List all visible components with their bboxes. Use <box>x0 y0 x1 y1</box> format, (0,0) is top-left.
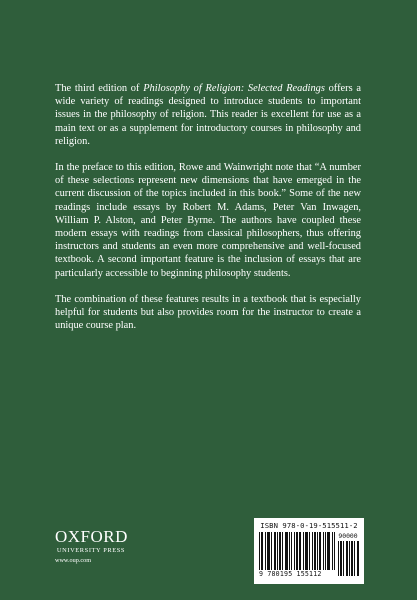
barcode-addon-bar <box>358 541 359 576</box>
barcode-bar <box>312 532 313 570</box>
barcode-bar <box>319 532 320 570</box>
barcode-bar <box>309 532 310 570</box>
barcode-bar <box>305 532 306 570</box>
barcode-bar <box>271 532 272 570</box>
addon-digits: 90000 <box>338 532 358 540</box>
barcode-bar <box>265 532 266 570</box>
barcode-bar <box>274 532 275 570</box>
barcode-bar <box>314 532 315 570</box>
barcode-bar <box>262 532 263 570</box>
barcode-addon-bar <box>352 541 353 576</box>
barcode-bar <box>287 532 288 570</box>
barcode-bar <box>323 532 324 570</box>
ean-digits: 9 780195 155112 <box>259 570 335 578</box>
barcode-addon-bar <box>343 541 344 576</box>
barcode-bar <box>320 532 321 570</box>
barcode-addon-bar <box>357 541 358 576</box>
barcode-bar <box>268 532 269 570</box>
publisher-url: www.oup.com <box>55 557 92 564</box>
blurb-paragraph-2: In the preface to this edition, Rowe and Wainwright note that “A number of these selections represent new dimensions that have emerged in the current discussion of the topics included in this book.” Some of the new readings include essays by Robert M. Adams, Peter Van Inwagen, William P. Alston, and Peter Byrne. The authors have coupled these modern essays with readings from classical philosophers, thus offering instructors and students an even more comprehensive and well-focused textbook. A second important feature is the inclusion of essays that are particularly accessible to beginning philosophy students. <box>55 162 361 279</box>
barcode-bar <box>277 532 278 570</box>
barcode-bar <box>267 532 268 570</box>
barcode-addon-bar <box>340 541 341 576</box>
barcode-addon-bar <box>354 541 355 576</box>
barcode-bar <box>280 532 281 570</box>
blurb-paragraph-3: The combination of these features results in a textbook that is especially helpful for students but also provides room for the instructor to create a unique course plan. <box>55 293 361 332</box>
barcode-addon-bar <box>351 541 352 576</box>
barcode-panel <box>254 518 364 584</box>
book-title-italic: Philosophy of Religion: Selected Readings <box>143 83 325 94</box>
barcode-bar <box>303 532 304 570</box>
barcode-addon-bar <box>346 541 347 576</box>
barcode-bar <box>294 532 295 570</box>
publisher-press: UNIVERSITY PRESS <box>56 547 126 554</box>
blurb-paragraph-1 <box>55 82 361 148</box>
barcode-addon-bar <box>349 541 350 576</box>
barcode-bar <box>328 532 329 570</box>
barcode-bar <box>279 532 280 570</box>
barcode-bar <box>282 532 283 570</box>
barcode-bar <box>299 532 300 570</box>
barcode-bar <box>300 532 301 570</box>
barcode-addon-bar <box>341 541 342 576</box>
barcode-bar <box>327 532 328 570</box>
barcode-row <box>259 532 359 576</box>
barcode-addon-bar <box>347 541 348 576</box>
barcode-bar <box>306 532 307 570</box>
barcode-bar <box>289 532 290 570</box>
barcode-bar <box>269 532 270 570</box>
barcode-bar <box>286 532 287 570</box>
publisher-logo <box>55 528 127 566</box>
blurb-p1-body: offers a wide variety of readings designed to introduce students to important issues in the philosophy of religion. This reader is excellent for use as a main text or as a supplement for introductory courses in philosophy and religion. <box>55 83 361 147</box>
barcode-bar <box>275 532 276 570</box>
barcode-bar <box>315 532 316 570</box>
isbn-label: ISBN 978-0-19-515511-2 <box>260 521 358 530</box>
barcode-addon-bar <box>338 541 339 576</box>
barcode-bar <box>317 532 318 570</box>
barcode-bar <box>285 532 286 570</box>
barcode-bar <box>291 532 292 570</box>
barcode-bar <box>329 532 330 570</box>
blurb-text <box>55 82 361 345</box>
blurb-p1-lead: The third edition of <box>55 83 144 94</box>
barcode-bar <box>325 532 326 570</box>
barcode-bar <box>307 532 308 570</box>
publisher-name: OXFORD <box>55 527 128 546</box>
